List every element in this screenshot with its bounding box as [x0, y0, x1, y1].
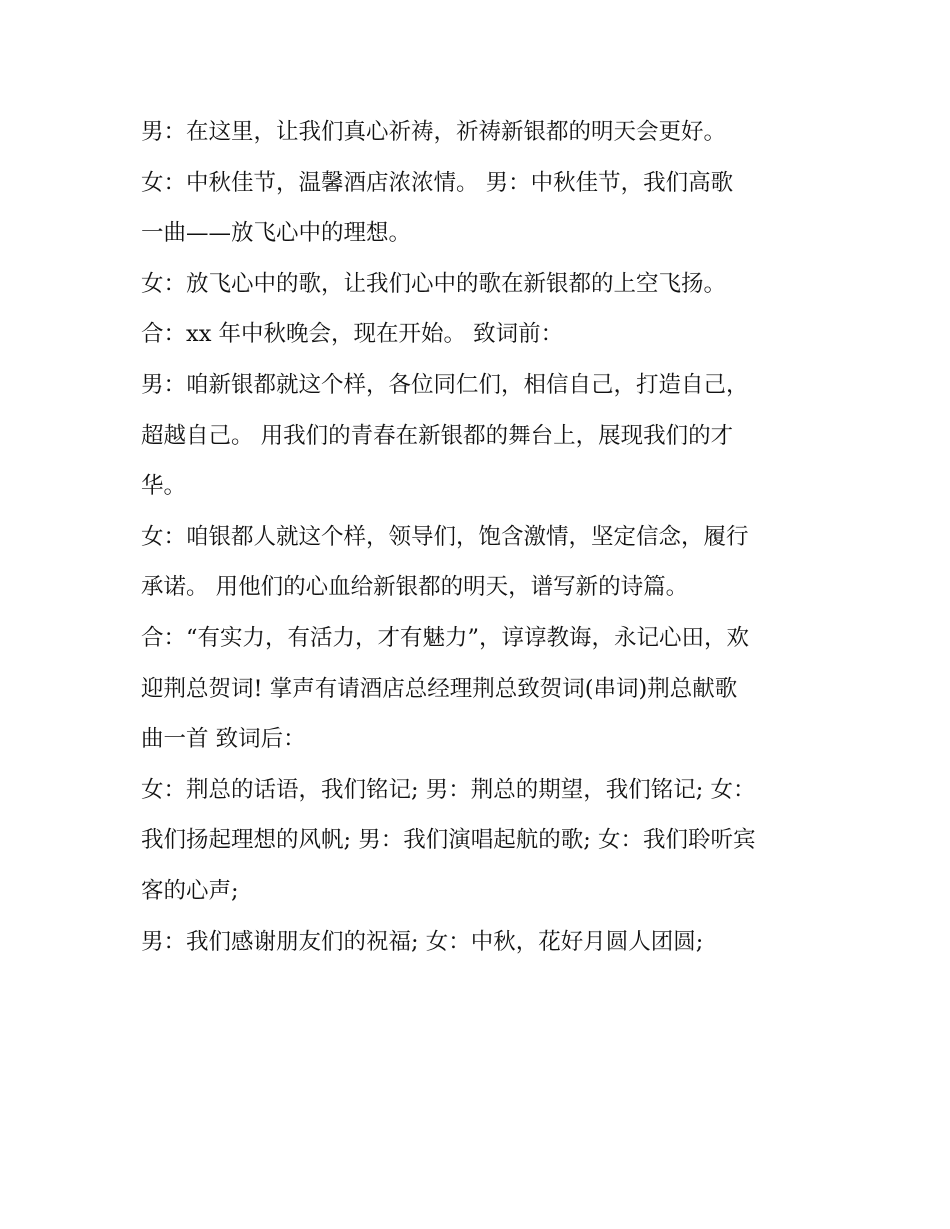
text-line: 超越自己。 用我们的青春在新银都的舞台上，展现我们的才	[141, 422, 734, 449]
text-line: 男：我们感谢朋友们的祝福; 女：中秋，花好月圆人团圆;	[141, 928, 704, 955]
text-line: 迎荆总贺词! 掌声有请酒店总经理荆总致贺词(串词)荆总献歌	[141, 675, 738, 702]
text-line: 男：咱新银都就这个样，各位同仁们，相信自己，打造自己，	[141, 371, 749, 398]
text-line: 女：咱银都人就这个样，领导们，饱含激情，坚定信念，履行	[141, 523, 749, 550]
text-line: 华。	[141, 473, 187, 500]
text-line: 曲一首 致词后：	[141, 726, 306, 753]
text-line: 女：中秋佳节，温馨酒店浓浓情。 男：中秋佳节，我们高歌	[141, 169, 734, 196]
text-line: 女：荆总的话语，我们铭记; 男：荆总的期望，我们铭记; 女：	[141, 776, 756, 803]
text-line: 男：在这里，让我们真心祈祷，祈祷新银都的明天会更好。	[141, 119, 727, 145]
text-line: 合：“有实力，有活力，才有魅力”，谆谆教诲，永记心田，欢	[141, 624, 750, 651]
text-line: 承诺。 用他们的心血给新银都的明天，谱写新的诗篇。	[141, 574, 689, 601]
text-line: 一曲——放飞心中的理想。	[141, 220, 412, 247]
text-line: 女：放飞心中的歌，让我们心中的歌在新银都的上空飞扬。	[141, 270, 727, 297]
text-line: 合：xx 年中秋晚会，现在开始。 致词前：	[141, 321, 564, 348]
text-line: 我们扬起理想的风帆; 男：我们演唱起航的歌; 女：我们聆听宾	[141, 827, 756, 854]
text-line: 客的心声;	[141, 877, 239, 904]
document-body	[141, 107, 821, 967]
